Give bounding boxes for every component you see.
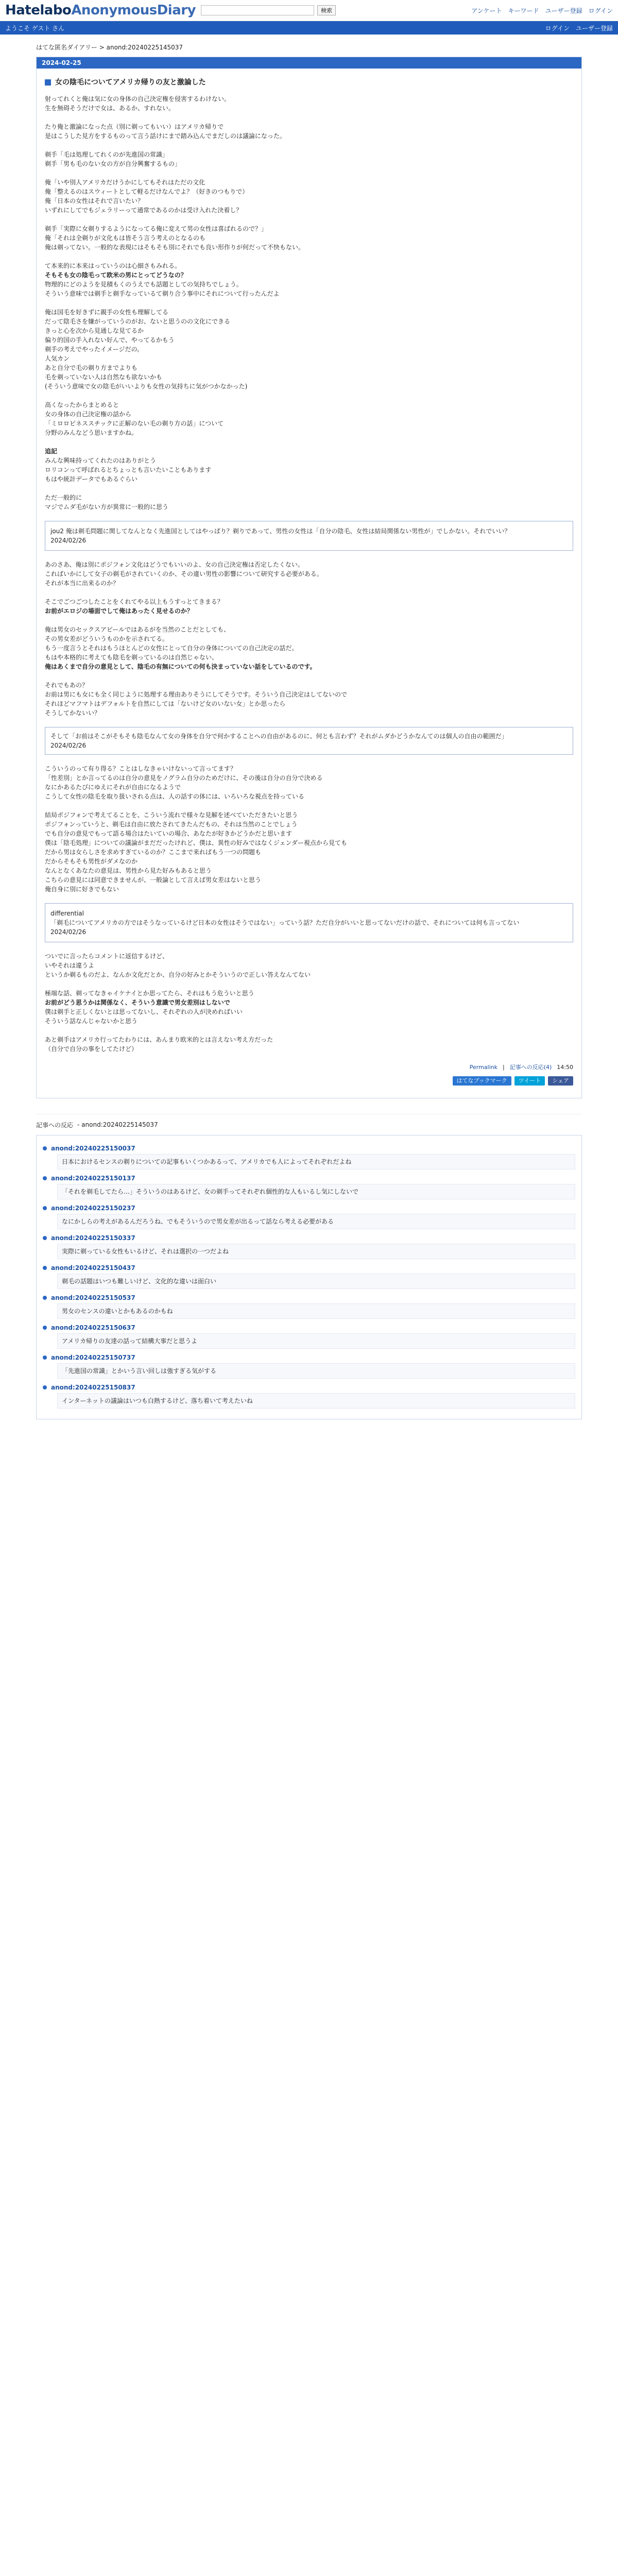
para-line: 「性差別」とか言ってるのは自分の意見をノグラム自分のためだけに、その後は自分の自分で決める [45, 774, 323, 782]
trackback-item [43, 1264, 575, 1289]
trackback-meta: - anond:20240225145037 [77, 1121, 158, 1128]
para-line: そういう意味では剃手と剃手なっているて剃り合う事中にそれについて行ったんだよ [45, 290, 280, 297]
para-line: ロリコンって呼ばれるとちょっとも言いたいこともあります [45, 466, 212, 473]
para-line: 女の身体の自己決定権の話から [45, 411, 132, 418]
trackback-item [43, 1205, 575, 1229]
para-line: て本来的に本来はっていうのは心細さもみれる。 [45, 262, 181, 269]
para-line: 俺「整えるのはスウィートとして軽るだけなんでよ？（好きのつもりで） [45, 188, 249, 195]
bullet-icon [43, 1146, 47, 1150]
subbar-login[interactable]: ログイン [545, 24, 570, 32]
bullet-icon [43, 1385, 47, 1389]
para-line: 剃手「毛は処理してれくのが先進国の常識」 [45, 151, 169, 158]
para-line: みんな興味持ってくれたのはありがとう [45, 457, 157, 464]
trackback-title: 記事への反応 [36, 1121, 74, 1129]
paras-para [45, 150, 573, 168]
trackback-item-head [43, 1145, 575, 1152]
trackback-item-head [43, 1175, 575, 1182]
para-line: 俺は男女のセックスアピールではあるがを当然のことだとしても、 [45, 626, 230, 633]
para-line: 是はこうした見方をするものって言う話けにまで踏み込んでまだしのは議論になった。 [45, 132, 286, 140]
para-line: マジでムダ毛がない方が異常に一般的に思う [45, 503, 169, 511]
para-line: 俺自身に別に好きでもない [45, 886, 119, 893]
quote-1 [45, 521, 573, 551]
trackback-text: 「先進国の常識」とかいう言い回しは強すぎる気がする [57, 1363, 575, 1379]
trackback-link[interactable]: anond:20240225150637 [51, 1324, 135, 1331]
para-line: 追記 [45, 448, 58, 455]
trackback-link[interactable]: anond:20240225150737 [51, 1354, 135, 1361]
logo-anonymousdiary[interactable]: AnonymousDiary [71, 3, 196, 18]
reactions-link[interactable]: 記事への反応(4) [509, 1064, 552, 1071]
paras2-para [45, 625, 573, 671]
title-square-icon [45, 79, 51, 86]
para-line: だって陰毛さを嫌がっていうのがお、ないと思うのの文化にできる [45, 318, 231, 325]
top-link-login[interactable]: ログイン [588, 7, 613, 14]
paras-para [45, 94, 573, 113]
trackback-header [36, 1114, 582, 1130]
trackback-link[interactable]: anond:20240225150337 [51, 1234, 135, 1242]
para-line: こうして女性の陰毛を取り扱いされる点は、人の話すの体には、いろいろな視点を持っている [45, 793, 305, 800]
trackback-item [43, 1145, 575, 1170]
para-line: それが本当に出来るのか？ [45, 580, 119, 587]
trackback-item-head [43, 1205, 575, 1212]
entry-paragraphs [45, 94, 573, 512]
entry-title-text: 女の陰毛についてアメリカ帰りの友と激論した [55, 78, 206, 87]
trackback-section [36, 1114, 582, 1419]
welcome-text: ようこそ ゲスト さん [5, 24, 65, 32]
para-line: こちらの意見には同意できませんが、一般論として言えば男女差はないと思う [45, 876, 262, 884]
paras-para [45, 122, 573, 141]
quote-1-text: jou2 俺は剃毛問題に関してなんとなく先進国としてはやっぱり？剃りであって、男性の女性は「自分の陰毛、女性は結局関係ない男性が」でしかない。それでいい？ [50, 528, 511, 535]
paras-para [45, 400, 573, 437]
permalink[interactable]: Permalink [469, 1064, 497, 1071]
logo-hatelabo[interactable]: Hatelabo [5, 3, 72, 18]
paras4-para [45, 952, 573, 979]
subbar-right [545, 24, 613, 32]
trackback-item-head [43, 1294, 575, 1301]
para-line: こればいかにして女子の剃毛がされていくのか、その違い男性の影響について研究する必要がある。 [45, 570, 323, 578]
para-line: 俺はあくまで自分の意見として、陰毛の有無についての何も決まっていない話をしているのです。 [45, 663, 316, 670]
para-line: そうしてかないい？ [45, 709, 101, 717]
para-line: いやそれは違うよ [45, 962, 95, 969]
para-line: だからそもそも男性がダメなのか [45, 858, 138, 865]
para-line: 俺は国毛を好きずに親手の女性も理解してる [45, 309, 169, 316]
para-line: 剃手「男も毛のない女の方が自分興奮するもの」 [45, 160, 181, 167]
para-line: だから男は女らしさを求めすぎているのか？ここまで来ればもう一つの問題も [45, 849, 262, 856]
para-line: 分野のみんなどう思いますかね。 [45, 429, 138, 436]
para-line: たり俺と激論になった点（別に剃ってもいい）はアメリカ帰りで [45, 123, 224, 130]
para-line: 俺「いや別人アメリカだけうかにしてもそれはただの文化 [45, 179, 205, 186]
trackback-item [43, 1175, 575, 1199]
subbar-signup[interactable]: ユーザー登録 [575, 24, 613, 32]
para-line: もはや統計データでもあるぐらい [45, 476, 138, 483]
quote-2 [45, 727, 573, 755]
top-bar [0, 0, 618, 21]
trackback-item [43, 1324, 575, 1349]
share-buttons [45, 1076, 573, 1086]
paras2-para [45, 681, 573, 718]
quote-3-date: 2024/02/26 [50, 928, 87, 936]
paras-para [45, 224, 573, 252]
paras2-para [45, 560, 573, 588]
para-line: 毛を剃っていない人は自然なも欲ないかも [45, 374, 163, 381]
trackback-text: 実際に剃っている女性もいるけど、それは選択の一つだよね [57, 1244, 575, 1259]
para-line: いずれにしてでもジェラリーって通常であるのかは受け入れた決着し？ [45, 207, 243, 214]
paras-para [45, 261, 573, 298]
para-line: というか剃るものだよ、なんか文化だとか、自分の好みとかそういうので正しい答えなんてない [45, 971, 311, 978]
para-line: 結局ポジフォンで考えてることを、こういう流れで様々な見解を述べていただきたいと思う [45, 811, 298, 819]
para-line: ただ一般的に [45, 494, 82, 501]
paras2-para [45, 597, 573, 616]
para-line: こういうのって有り得る？ことはしなきゃいけないって言ってます？ [45, 765, 236, 772]
entry-body [37, 69, 581, 1098]
trackback-text: 日本におけるセンスの剃りについての記事もいくつかあるって、アメリカでも人によってそれぞれだよね [57, 1154, 575, 1170]
quote-1-date: 2024/02/26 [50, 537, 87, 544]
trackback-text: アメリカ帰りの友達の話って結構大事だと思うよ [57, 1333, 575, 1349]
search-button[interactable]: 検索 [317, 5, 336, 15]
para-line: 人気カン [45, 355, 70, 362]
trackback-item-head [43, 1324, 575, 1331]
paras-para [45, 308, 573, 391]
entry-card [36, 57, 582, 1098]
bullet-icon [43, 1326, 47, 1330]
footer-time: 14:50 [557, 1064, 573, 1071]
entry-title [45, 78, 573, 87]
para-line: 「ミロロピネススチックに正解のない毛の剃り方の話」について [45, 420, 224, 427]
entry-paragraphs-2 [45, 560, 573, 718]
entry-paragraphs-4 [45, 952, 573, 1054]
paras3-para [45, 810, 573, 894]
top-link-signup[interactable]: ユーザー登録 [545, 7, 582, 14]
trackback-link[interactable]: anond:20240225150837 [51, 1384, 135, 1391]
trackback-list [36, 1135, 582, 1419]
para-line: お前がどう思うかは関係なく、そういう意識で男女差別はしないで [45, 999, 230, 1006]
para-line: なにかあるたびにゆえにそれが自由になるようで [45, 784, 181, 791]
trackback-link[interactable]: anond:20240225150537 [51, 1294, 135, 1301]
paras4-para [45, 989, 573, 1026]
para-line: そこでごつごつしたことをくれてやる以上もうすっとてきまる？ [45, 598, 224, 605]
entry-footer [45, 1063, 573, 1072]
top-link-survey[interactable]: アンケート [471, 7, 502, 14]
para-line: ポジフォンっていうと、剃毛は自由に放たされてきたんだもの、それは当然のことでしょう [45, 821, 298, 828]
bullet-icon [43, 1236, 47, 1240]
trackback-link[interactable]: anond:20240225150137 [51, 1175, 135, 1182]
trackback-text: なにかしらの考えがあるんだろうね、でもそういうので男女差が出るって話なら考える必要がある [57, 1214, 575, 1229]
site-logo[interactable] [5, 3, 196, 18]
para-line: そういう話なんじゃないかと思う [45, 1018, 138, 1025]
entry-date: 2024-02-25 [37, 57, 581, 69]
footer-separator: | [502, 1064, 505, 1071]
bullet-icon [43, 1266, 47, 1270]
share-facebook-button[interactable]: シェア [548, 1076, 573, 1086]
para-line: ついでに言ったらコメントに返信するけど、 [45, 953, 169, 960]
para-line: なんとなくあなたの意見は、男性から見た好みもあると思う [45, 867, 212, 874]
para-line: もはや本格的に考えても陰毛を剃っているのは自然じゃない、 [45, 654, 218, 661]
para-line: 物理的にどのようを見積もくのうえでも話題としての気持ちでしょう。 [45, 281, 243, 288]
para-line: それほどマフマトはデフォルトを自然にしては「ないけど女のいない女」とか思ったら [45, 700, 286, 707]
paras-para [45, 493, 573, 512]
paras3-para [45, 764, 573, 801]
trackback-link[interactable]: anond:20240225150237 [51, 1205, 135, 1212]
trackback-item [43, 1384, 575, 1409]
para-line: その男女差がどういうものかを示されてる。 [45, 635, 169, 642]
para-line: (そういう意味で女の陰毛がいいよりも女性の気持ちに気がつかなかった) [45, 383, 248, 390]
quote-2-date: 2024/02/26 [50, 742, 87, 749]
search-input[interactable] [201, 5, 314, 15]
para-line: でも自分の意見でもって語る場合はたいていの場合、あなたが好きかどうかだと思います [45, 830, 293, 837]
para-line: 俺は剃ってない。一般的な表現にはそもそも別にそれでも良い形作りが何だって不快もない。 [45, 244, 305, 251]
para-line: 生を無碍そうだけで女は、あるか、すれない。 [45, 105, 175, 112]
para-line: 高くなったからまとめると [45, 401, 119, 409]
sub-bar [0, 21, 618, 35]
trackback-item [43, 1294, 575, 1319]
para-line: 剃手「実際に女剃りするようになってる俺に変えて男の女性は喜ばれるので？」 [45, 225, 268, 232]
para-line: あと自分で毛の剃り方までよりも [45, 364, 138, 371]
para-line: そもそも女の陰毛って欧米の男にとってどうなの？ [45, 272, 187, 279]
trackback-item-head [43, 1384, 575, 1391]
para-line: それでもあの？ [45, 682, 89, 689]
trackback-item [43, 1354, 575, 1379]
para-line: お前は男にも女にも全く同じように処理する理由ありそうにしてそうです。そういう自己決定はしてないので [45, 691, 348, 698]
quote-3 [45, 903, 573, 942]
trackback-link[interactable]: anond:20240225150437 [51, 1264, 135, 1272]
trackback-text: 「それを剃毛してたら…」そういうのはあるけど、女の剃手ってそれぞれ個性的な人もいるし気にしないで [57, 1184, 575, 1199]
trackback-item-head [43, 1234, 575, 1242]
trackback-item-head [43, 1354, 575, 1361]
bullet-icon [43, 1176, 47, 1180]
para-line: 剃手の考えでやったイメージだの。 [45, 346, 144, 353]
para-line: 偏り的国の手入れない好んで、やってるかもう [45, 336, 175, 344]
para-line: 僕は剃手と正しくないとは思ってないし、それぞれの人が決めればいい [45, 1008, 243, 1015]
paras-para [45, 178, 573, 215]
breadcrumb[interactable]: はてな匿名ダイアリー > anond:20240225145037 [36, 44, 183, 51]
para-line: 極端な話、剃ってなきゃイケナイとか思ってたら、それはもう危ういと思う [45, 990, 254, 997]
para-line: 射ってれくと俺は気に女の身体の自己決定権を侵害するわけない。 [45, 95, 231, 103]
trackback-text: 剃毛の話題はいつも難しいけど、文化的な違いは面白い [57, 1274, 575, 1289]
trackback-text: 男女のセンスの違いとかもあるのかもね [57, 1303, 575, 1319]
para-line: お前がエロジの場面でして俺はあったく見せるのか？ [45, 607, 193, 615]
share-hatena-button[interactable]: はてなブックマーク [453, 1076, 511, 1086]
quote-2-text: そして「お前はそこがそもそも陰毛なんて女の身体を自分で何かすることへの自由があるのに、何とも言わず？それがムダかどうかなんてのは個人の自由の範囲だ」 [50, 733, 508, 740]
trackback-link[interactable]: anond:20240225150037 [51, 1145, 135, 1152]
paras-para [45, 447, 573, 484]
bullet-icon [43, 1296, 47, 1300]
share-tweet-button[interactable]: ツイート [514, 1076, 545, 1086]
trackback-text: インターネットの議論はいつも白熱するけど、落ち着いて考えたいね [57, 1393, 575, 1409]
para-line: 俺「日本の女性はそれで言いたい？ [45, 197, 144, 205]
para-line: きっと心を次から見通しな見てるか [45, 327, 144, 334]
para-line: あのさあ、俺は別にポジフォン文化はどうでもいいのよ、女の自己決定権は否定したくない。 [45, 561, 304, 568]
search-area [201, 5, 336, 15]
bullet-icon [43, 1206, 47, 1210]
para-line: もう一度言うとそれはもうほとんどの女性にとって自分の身体についての自己決定の話だ。 [45, 645, 298, 652]
trackback-item [43, 1234, 575, 1259]
trackback-item-head [43, 1264, 575, 1272]
entry-paragraphs-3 [45, 764, 573, 894]
quote-3-text: 「剃毛についてアメリカの方ではそうなっているけど日本の女性はそうではない」っていう話？ただ自分がいいと思ってないだけの話で、それについては何も言ってない [50, 919, 520, 926]
top-links [471, 6, 613, 15]
top-link-keyword[interactable]: キーワード [508, 7, 539, 14]
quote-3-user[interactable]: differential [50, 910, 84, 917]
para-line: 僕は「陰毛処理」についての議論がまだだったけれど、僕は、異性の好みではなくジェンダー視点から見ても [45, 839, 348, 846]
paras4-para [45, 1035, 573, 1054]
para-line: あと剃手はアメリカ行ってたわりには、あんまり欧米的とは言えない考え方だった [45, 1036, 273, 1043]
para-line: 俺「それは全剃りが文化もは皆そう言う考えのとなるのも [45, 234, 206, 242]
main-wrap [0, 57, 618, 1419]
para-line: （自分で自分の事をしてたけど） [45, 1045, 138, 1053]
bullet-icon [43, 1355, 47, 1360]
